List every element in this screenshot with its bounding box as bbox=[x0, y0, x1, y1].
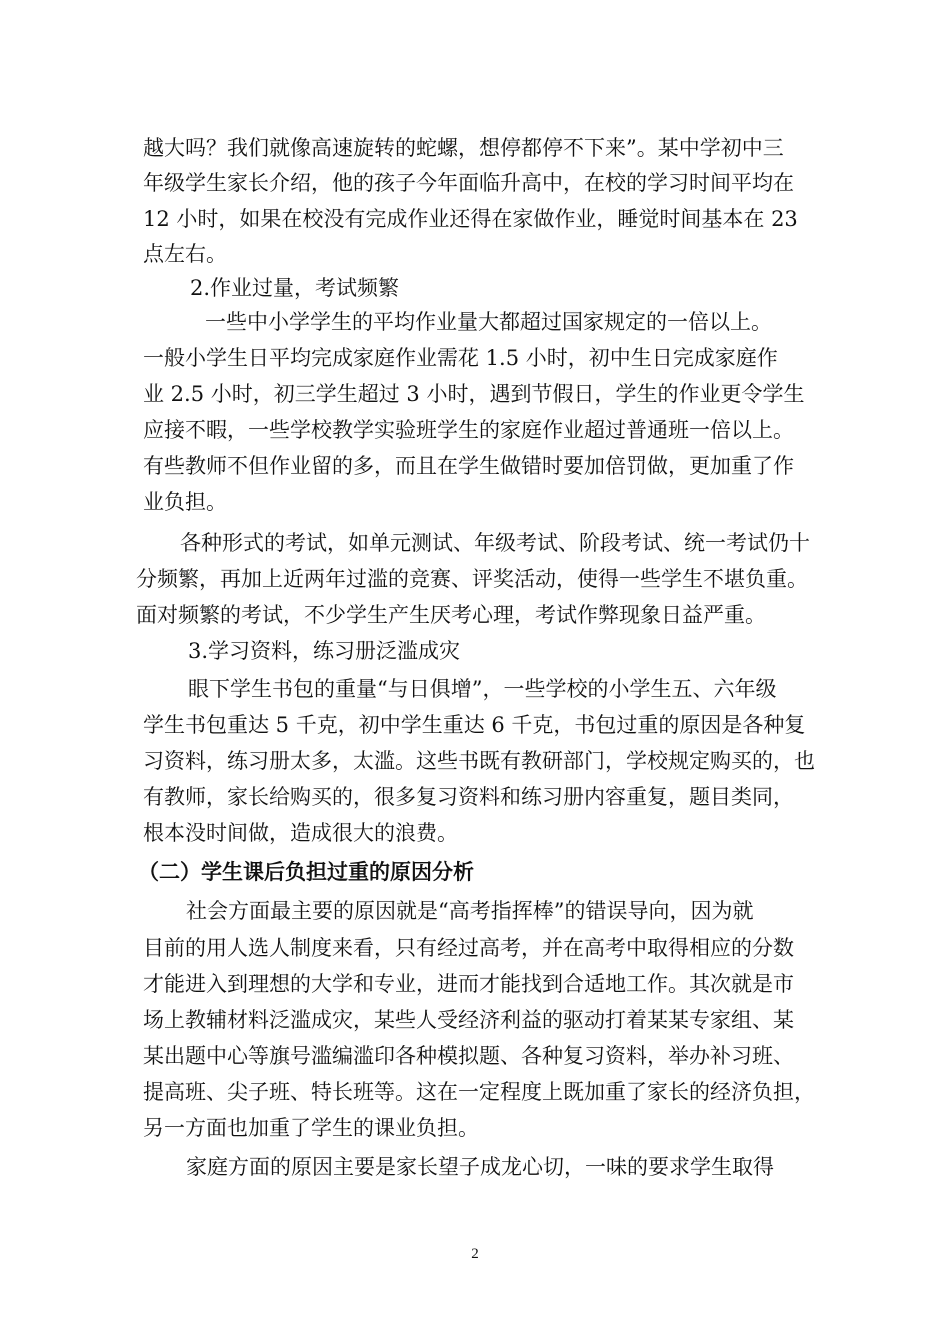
text-line: 目前的用人选人制度来看，只有经过高考，并在高考中取得相应的分数 bbox=[143, 936, 794, 960]
text-line: 另一方面也加重了学生的课业负担。 bbox=[143, 1116, 479, 1140]
text-line: 眼下学生书包的重量“与日俱增”，一些学校的小学生五、六年级 bbox=[188, 677, 777, 701]
text-line: 某出题中心等旗号滥编滥印各种模拟题、各种复习资料，举办补习班、 bbox=[143, 1044, 794, 1068]
text-line: 12 小时，如果在校没有完成作业还得在家做作业，睡觉时间基本在 23 bbox=[143, 207, 798, 231]
text-line: 业负担。 bbox=[143, 490, 227, 514]
text-line: 家庭方面的原因主要是家长望子成龙心切，一味的要求学生取得 bbox=[186, 1155, 774, 1179]
text-line: 各种形式的考试，如单元测试、年级考试、阶段考试、统一考试仍十 bbox=[180, 531, 810, 555]
text-line: 应接不暇，一些学校教学实验班学生的家庭作业超过普通班一倍以上。 bbox=[143, 418, 794, 442]
text-line: 有些教师不但作业留的多，而且在学生做错时要加倍罚做，更加重了作 bbox=[143, 454, 794, 478]
text-line: 才能进入到理想的大学和专业，进而才能找到合适地工作。其次就是市 bbox=[143, 972, 794, 996]
text-line: 点左右。 bbox=[143, 242, 227, 266]
page-number: 2 bbox=[471, 1246, 479, 1262]
section-heading: 2.作业过量，考试频繁 bbox=[190, 276, 400, 300]
text-line: 根本没时间做，造成很大的浪费。 bbox=[143, 821, 458, 845]
text-line: 一些中小学学生的平均作业量大都超过国家规定的一倍以上。 bbox=[205, 310, 772, 334]
text-line: 习资料，练习册太多，太滥。这些书既有教研部门，学校规定购买的，也 bbox=[143, 749, 815, 773]
text-line: 场上教辅材料泛滥成灾，某些人受经济利益的驱动打着某某专家组、某 bbox=[143, 1008, 794, 1032]
text-line: 一般小学生日平均完成家庭作业需花 1.5 小时，初中生日完成家庭作 bbox=[143, 346, 778, 370]
text-line: 面对频繁的考试，不少学生产生厌考心理，考试作弊现象日益严重。 bbox=[136, 603, 766, 627]
text-line: 年级学生家长介绍，他的孩子今年面临升高中，在校的学习时间平均在 bbox=[143, 171, 794, 195]
text-line: 社会方面最主要的原因就是“高考指挥棒”的错误导向，因为就 bbox=[186, 899, 754, 923]
text-line: 越大吗？我们就像高速旋转的蛇螺，想停都停不下来”。某中学初中三 bbox=[143, 136, 784, 160]
subsection-heading: （二）学生课后负担过重的原因分析 bbox=[138, 859, 474, 884]
text-line: 分频繁，再加上近两年过滥的竞赛、评奖活动，使得一些学生不堪负重。 bbox=[136, 567, 808, 591]
text-line: 提高班、尖子班、特长班等。这在一定程度上既加重了家长的经济负担， bbox=[143, 1080, 815, 1104]
section-heading: 3.学习资料，练习册泛滥成灾 bbox=[188, 639, 461, 663]
text-line: 业 2.5 小时，初三学生超过 3 小时，遇到节假日，学生的作业更令学生 bbox=[143, 382, 805, 406]
text-line: 学生书包重达 5 千克，初中学生重达 6 千克，书包过重的原因是各种复 bbox=[143, 713, 806, 737]
text-line: 有教师，家长给购买的，很多复习资料和练习册内容重复，题目类同， bbox=[143, 785, 794, 809]
